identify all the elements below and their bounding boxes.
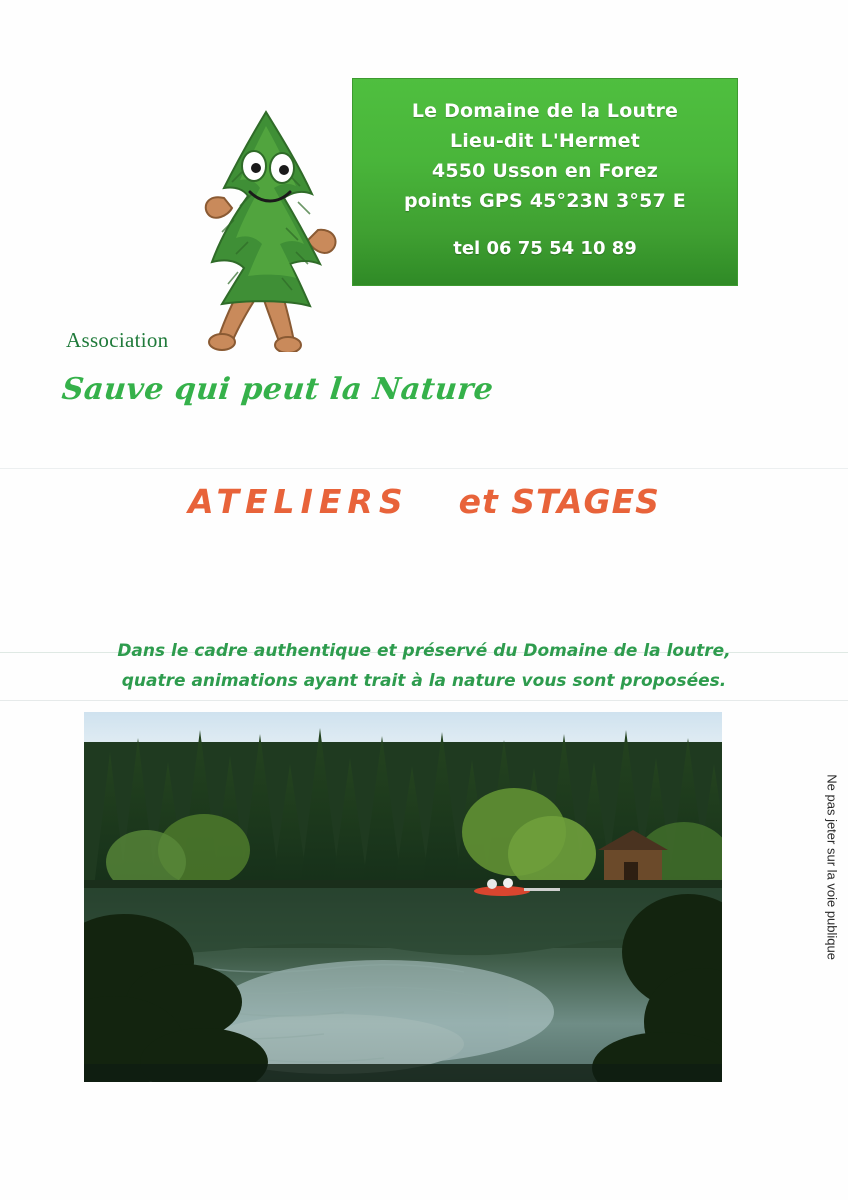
lake-forest-photo [84, 712, 722, 1082]
address-line-1: Le Domaine de la Loutre [411, 100, 679, 122]
scan-artifact-line [0, 700, 848, 701]
header-section [0, 70, 848, 300]
page-title [0, 482, 848, 521]
intro-line-2: quatre animations ayant trait à la nature vous sont proposées. [121, 671, 727, 691]
address-box [352, 78, 738, 286]
intro-line-1: Dans le cadre authentique et préservé du Domaine de la loutre, [117, 641, 731, 661]
address-line-3: 4550 Usson en Forez [431, 160, 659, 182]
association-name: Sauve qui peut la Nature [60, 372, 496, 407]
address-gps: points GPS 45°23N 3°57 E [404, 190, 686, 212]
legal-side-note: Ne pas jeter sur la voie publique [825, 774, 840, 960]
address-line-2: Lieu-dit L'Hermet [450, 130, 640, 152]
association-label: Association [66, 328, 169, 352]
intro-paragraph [0, 636, 848, 696]
walking-tree-mascot-icon [178, 102, 368, 352]
scan-artifact-line [0, 468, 848, 469]
page-title-part1: ATELIERS [188, 482, 409, 521]
page-title-part2: et STAGES [458, 482, 660, 521]
address-phone: tel 06 75 54 10 89 [453, 238, 637, 259]
